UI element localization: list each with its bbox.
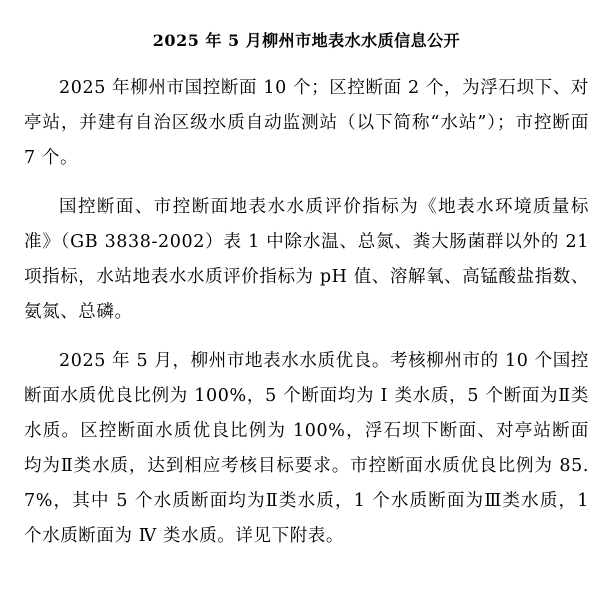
paragraph-evaluation-indicators: 国控断面、市控断面地表水水质评价指标为《地表水环境质量标准》（GB 3838-2002）表 1 中除水温、总氮、粪大肠菌群以外的 21 项指标，水站地表水水质评价指标为 pH 值、溶解氧、高锰酸盐指数、氨氮、总磷。 xyxy=(24,197,589,322)
document-title: 2025 年 5 月柳州市地表水水质信息公开 xyxy=(152,31,461,50)
paragraph-water-quality-results: 2025 年 5 月，柳州市地表水水质优良。考核柳州市的 10 个国控断面水质优良比例为 100%，5 个断面均为 Ⅰ 类水质，5 个断面为Ⅱ类水质。区控断面水质优良比例为 100%，浮石坝下断面、对亭站断面均为Ⅱ类水质，达到相应考核目标要求。市控断面水质优良比例为 85.7%，其中 5 个水质断面均为Ⅱ类水质，1 个水质断面为Ⅲ类水质，1 个水质断面为 Ⅳ 类水质。详见下附表。 xyxy=(24,351,589,546)
paragraph-monitoring-sections: 2025 年柳州市国控断面 10 个；区控断面 2 个，为浮石坝下、对亭站，并建有自治区级水质自动监测站（以下简称“水站”）；市控断面 7 个。 xyxy=(24,78,589,168)
